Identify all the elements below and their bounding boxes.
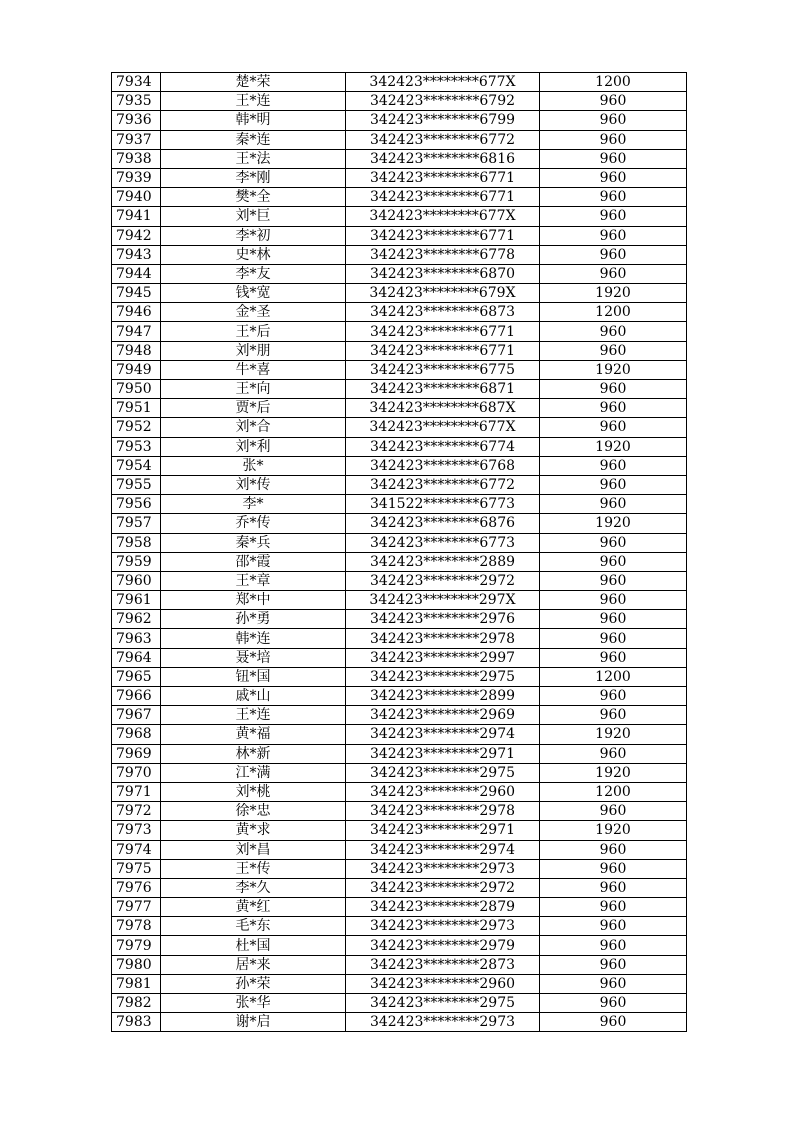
table-row [112,1013,687,1032]
id-number-cell: 342423********2889 [346,552,540,571]
name-cell: 王*传 [161,859,346,878]
id-number-cell: 341522********6773 [346,495,540,514]
id-number-cell: 342423********2973 [346,859,540,878]
id-number-cell: 342423********2975 [346,994,540,1013]
name-cell: 李*刚 [161,168,346,187]
id-number-cell: 342423********2974 [346,725,540,744]
row-number-cell: 7960 [112,571,161,590]
name-cell: 金*圣 [161,303,346,322]
name-cell: 刘*合 [161,418,346,437]
row-number-cell: 7954 [112,456,161,475]
row-number-cell: 7969 [112,744,161,763]
amount-cell: 960 [540,840,687,859]
table-row [112,917,687,936]
amount-cell: 960 [540,533,687,552]
id-number-cell: 342423********2960 [346,782,540,801]
row-number-cell: 7949 [112,360,161,379]
name-cell: 李*久 [161,878,346,897]
name-cell: 刘*传 [161,475,346,494]
amount-cell: 1200 [540,303,687,322]
table-row [112,322,687,341]
id-number-cell: 342423********6775 [346,360,540,379]
id-number-cell: 342423********6873 [346,303,540,322]
row-number-cell: 7976 [112,878,161,897]
id-number-cell: 342423********2978 [346,629,540,648]
table-row [112,763,687,782]
row-number-cell: 7943 [112,245,161,264]
row-number-cell: 7972 [112,802,161,821]
amount-cell: 960 [540,571,687,590]
id-number-cell: 342423********6772 [346,475,540,494]
table-row [112,802,687,821]
amount-cell: 960 [540,974,687,993]
id-number-cell: 342423********679X [346,284,540,303]
name-cell: 刘*桃 [161,782,346,801]
row-number-cell: 7938 [112,149,161,168]
id-number-cell: 342423********2979 [346,936,540,955]
table-row [112,188,687,207]
name-cell: 李*友 [161,264,346,283]
amount-cell: 960 [540,399,687,418]
name-cell: 牛*喜 [161,360,346,379]
name-cell: 林*新 [161,744,346,763]
amount-cell: 960 [540,687,687,706]
row-number-cell: 7966 [112,687,161,706]
table-row [112,226,687,245]
row-number-cell: 7978 [112,917,161,936]
id-number-cell: 342423********2899 [346,687,540,706]
id-number-cell: 342423********6771 [346,341,540,360]
name-cell: 刘*巨 [161,207,346,226]
id-number-cell: 342423********2873 [346,955,540,974]
name-cell: 李* [161,495,346,514]
id-number-cell: 342423********6772 [346,130,540,149]
id-number-cell: 342423********2975 [346,763,540,782]
amount-cell: 1200 [540,782,687,801]
amount-cell: 960 [540,149,687,168]
amount-cell: 960 [540,629,687,648]
id-number-cell: 342423********297X [346,591,540,610]
id-number-cell: 342423********6816 [346,149,540,168]
table-row [112,974,687,993]
row-number-cell: 7964 [112,648,161,667]
row-number-cell: 7948 [112,341,161,360]
amount-cell: 960 [540,706,687,725]
row-number-cell: 7953 [112,437,161,456]
row-number-cell: 7937 [112,130,161,149]
amount-cell: 960 [540,207,687,226]
table-row [112,284,687,303]
row-number-cell: 7963 [112,629,161,648]
id-number-cell: 342423********2973 [346,917,540,936]
name-cell: 钱*宽 [161,284,346,303]
name-cell: 秦*连 [161,130,346,149]
id-number-cell: 342423********687X [346,399,540,418]
name-cell: 王*连 [161,706,346,725]
id-number-cell: 342423********677X [346,207,540,226]
id-number-cell: 342423********6768 [346,456,540,475]
table-row [112,533,687,552]
table-row [112,149,687,168]
table-row [112,168,687,187]
amount-cell: 960 [540,245,687,264]
amount-cell: 1920 [540,725,687,744]
name-cell: 邵*霞 [161,552,346,571]
table-row [112,495,687,514]
row-number-cell: 7946 [112,303,161,322]
id-number-cell: 342423********6778 [346,245,540,264]
name-cell: 樊*全 [161,188,346,207]
row-number-cell: 7950 [112,380,161,399]
amount-cell: 960 [540,648,687,667]
name-cell: 谢*启 [161,1013,346,1032]
amount-cell: 960 [540,898,687,917]
amount-cell: 1200 [540,73,687,92]
id-number-cell: 342423********2975 [346,667,540,686]
amount-cell: 960 [540,226,687,245]
row-number-cell: 7940 [112,188,161,207]
table-row [112,73,687,92]
id-number-cell: 342423********2971 [346,821,540,840]
table-row [112,130,687,149]
name-cell: 戚*山 [161,687,346,706]
amount-cell: 960 [540,591,687,610]
name-cell: 韩*连 [161,629,346,648]
id-number-cell: 342423********2997 [346,648,540,667]
table-row [112,936,687,955]
amount-cell: 960 [540,917,687,936]
row-number-cell: 7957 [112,514,161,533]
row-number-cell: 7956 [112,495,161,514]
name-cell: 刘*朋 [161,341,346,360]
table-row [112,514,687,533]
table-row [112,667,687,686]
id-number-cell: 342423********2971 [346,744,540,763]
amount-cell: 960 [540,802,687,821]
table-row [112,399,687,418]
amount-cell: 960 [540,322,687,341]
table-row [112,437,687,456]
id-number-cell: 342423********6771 [346,168,540,187]
amount-cell: 960 [540,380,687,399]
table-row [112,456,687,475]
amount-cell: 960 [540,744,687,763]
name-cell: 聂*培 [161,648,346,667]
name-cell: 江*满 [161,763,346,782]
table-row [112,687,687,706]
id-number-cell: 342423********2976 [346,610,540,629]
table-row [112,264,687,283]
name-cell: 贾*后 [161,399,346,418]
id-number-cell: 342423********6773 [346,533,540,552]
id-number-cell: 342423********6771 [346,226,540,245]
subsidy-roster-table [111,72,687,1032]
table-row [112,859,687,878]
table-row [112,706,687,725]
name-cell: 张* [161,456,346,475]
name-cell: 孙*勇 [161,610,346,629]
table-row [112,111,687,130]
amount-cell: 960 [540,418,687,437]
row-number-cell: 7979 [112,936,161,955]
table-row [112,610,687,629]
row-number-cell: 7980 [112,955,161,974]
amount-cell: 960 [540,168,687,187]
amount-cell: 1920 [540,437,687,456]
amount-cell: 1200 [540,667,687,686]
table-row [112,245,687,264]
row-number-cell: 7962 [112,610,161,629]
row-number-cell: 7970 [112,763,161,782]
row-number-cell: 7958 [112,533,161,552]
table-row [112,552,687,571]
name-cell: 王*章 [161,571,346,590]
table-row [112,418,687,437]
amount-cell: 960 [540,955,687,974]
amount-cell: 960 [540,456,687,475]
amount-cell: 960 [540,552,687,571]
id-number-cell: 342423********2972 [346,571,540,590]
row-number-cell: 7955 [112,475,161,494]
id-number-cell: 342423********6774 [346,437,540,456]
amount-cell: 960 [540,936,687,955]
id-number-cell: 342423********2974 [346,840,540,859]
table-row [112,591,687,610]
name-cell: 史*林 [161,245,346,264]
amount-cell: 960 [540,341,687,360]
table-row [112,303,687,322]
table-row [112,571,687,590]
amount-cell: 1920 [540,821,687,840]
name-cell: 杜*国 [161,936,346,955]
row-number-cell: 7974 [112,840,161,859]
row-number-cell: 7959 [112,552,161,571]
table-row [112,360,687,379]
name-cell: 刘*昌 [161,840,346,859]
table-row [112,380,687,399]
table-body [112,73,687,1032]
row-number-cell: 7939 [112,168,161,187]
name-cell: 乔*传 [161,514,346,533]
name-cell: 王*法 [161,149,346,168]
amount-cell: 960 [540,130,687,149]
name-cell: 黄*福 [161,725,346,744]
table-row [112,92,687,111]
id-number-cell: 342423********6771 [346,188,540,207]
name-cell: 孙*荣 [161,974,346,993]
amount-cell: 1920 [540,360,687,379]
name-cell: 居*来 [161,955,346,974]
amount-cell: 960 [540,92,687,111]
row-number-cell: 7968 [112,725,161,744]
name-cell: 黄*求 [161,821,346,840]
amount-cell: 960 [540,878,687,897]
row-number-cell: 7983 [112,1013,161,1032]
row-number-cell: 7975 [112,859,161,878]
amount-cell: 1920 [540,763,687,782]
amount-cell: 960 [540,994,687,1013]
id-number-cell: 342423********2973 [346,1013,540,1032]
table-row [112,744,687,763]
table-row [112,840,687,859]
row-number-cell: 7965 [112,667,161,686]
name-cell: 楚*荣 [161,73,346,92]
table-row [112,341,687,360]
name-cell: 韩*明 [161,111,346,130]
id-number-cell: 342423********677X [346,418,540,437]
row-number-cell: 7936 [112,111,161,130]
id-number-cell: 342423********6870 [346,264,540,283]
row-number-cell: 7977 [112,898,161,917]
name-cell: 秦*兵 [161,533,346,552]
id-number-cell: 342423********2960 [346,974,540,993]
row-number-cell: 7967 [112,706,161,725]
id-number-cell: 342423********2969 [346,706,540,725]
id-number-cell: 342423********6876 [346,514,540,533]
name-cell: 黄*红 [161,898,346,917]
amount-cell: 960 [540,111,687,130]
amount-cell: 960 [540,495,687,514]
table-row [112,878,687,897]
id-number-cell: 342423********6771 [346,322,540,341]
id-number-cell: 342423********2972 [346,878,540,897]
name-cell: 王*向 [161,380,346,399]
table-row [112,207,687,226]
name-cell: 毛*东 [161,917,346,936]
id-number-cell: 342423********2978 [346,802,540,821]
table-row [112,725,687,744]
row-number-cell: 7945 [112,284,161,303]
amount-cell: 1920 [540,514,687,533]
row-number-cell: 7935 [112,92,161,111]
table-row [112,955,687,974]
name-cell: 王*后 [161,322,346,341]
amount-cell: 960 [540,264,687,283]
table-row [112,994,687,1013]
id-number-cell: 342423********677X [346,73,540,92]
row-number-cell: 7941 [112,207,161,226]
id-number-cell: 342423********6871 [346,380,540,399]
row-number-cell: 7973 [112,821,161,840]
row-number-cell: 7971 [112,782,161,801]
amount-cell: 960 [540,1013,687,1032]
table-row [112,821,687,840]
table-row [112,629,687,648]
amount-cell: 1920 [540,284,687,303]
name-cell: 徐*忠 [161,802,346,821]
name-cell: 钮*国 [161,667,346,686]
amount-cell: 960 [540,475,687,494]
row-number-cell: 7947 [112,322,161,341]
amount-cell: 960 [540,859,687,878]
row-number-cell: 7961 [112,591,161,610]
name-cell: 刘*利 [161,437,346,456]
id-number-cell: 342423********6792 [346,92,540,111]
row-number-cell: 7942 [112,226,161,245]
id-number-cell: 342423********6799 [346,111,540,130]
row-number-cell: 7944 [112,264,161,283]
row-number-cell: 7951 [112,399,161,418]
name-cell: 张*华 [161,994,346,1013]
row-number-cell: 7952 [112,418,161,437]
amount-cell: 960 [540,610,687,629]
table-row [112,648,687,667]
amount-cell: 960 [540,188,687,207]
name-cell: 郑*中 [161,591,346,610]
table-row [112,898,687,917]
row-number-cell: 7982 [112,994,161,1013]
row-number-cell: 7981 [112,974,161,993]
name-cell: 李*初 [161,226,346,245]
id-number-cell: 342423********2879 [346,898,540,917]
name-cell: 王*连 [161,92,346,111]
table-row [112,475,687,494]
table-row [112,782,687,801]
row-number-cell: 7934 [112,73,161,92]
